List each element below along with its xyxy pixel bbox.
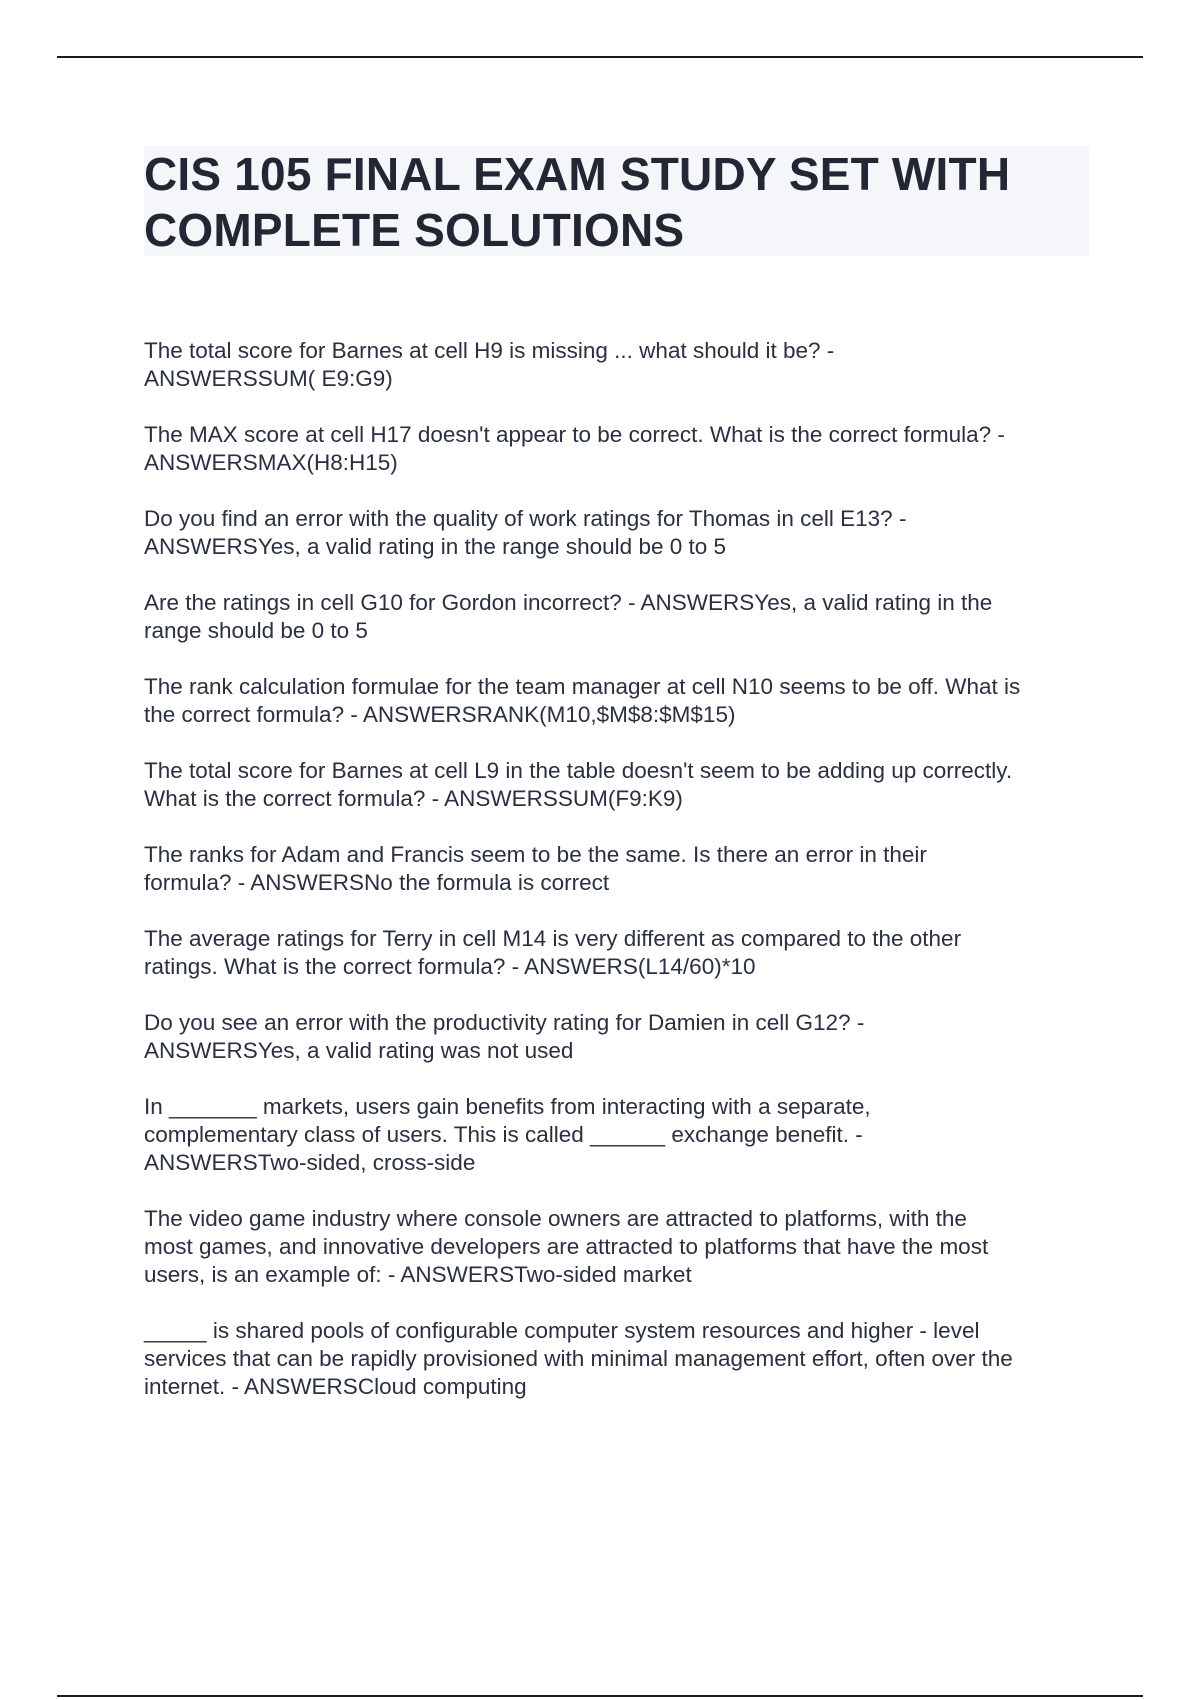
- top-rule: [57, 56, 1143, 58]
- qa-item: The video game industry where console owners are attracted to platforms, with the most games, and innovative developers are attracted to platforms that have the most users, is an example of: - ANSWERSTwo-sided market: [144, 1206, 989, 1287]
- title-block: [144, 146, 1089, 256]
- qa-item: _____ is shared pools of configurable computer system resources and higher - level services that can be rapidly provisioned with minimal management effort, often over the internet. - ANSWERSCloud computing: [144, 1318, 1013, 1399]
- qa-item: Are the ratings in cell G10 for Gordon incorrect? - ANSWERSYes, a valid rating in the range should be 0 to 5: [144, 590, 993, 643]
- qa-list: [144, 337, 1104, 1429]
- qa-item: The rank calculation formulae for the team manager at cell N10 seems to be off. What is the correct formula? - ANSWERSRANK(M10,$M$8:$M$15): [144, 674, 1021, 727]
- qa-item: The MAX score at cell H17 doesn't appear to be correct. What is the correct formula? - ANSWERSMAX(H8:H15): [144, 422, 1005, 475]
- bottom-rule: [57, 1695, 1143, 1697]
- qa-item: Do you see an error with the productivity rating for Damien in cell G12? - ANSWERSYes, a valid rating was not used: [144, 1010, 865, 1063]
- qa-item: The total score for Barnes at cell H9 is missing ... what should it be? - ANSWERSSUM( E9:G9): [144, 338, 835, 391]
- qa-item: Do you find an error with the quality of work ratings for Thomas in cell E13? - ANSWERSYes, a valid rating in the range should be 0 to 5: [144, 506, 907, 559]
- qa-item: The total score for Barnes at cell L9 in the table doesn't seem to be adding up correctly. What is the correct formula? - ANSWERSSUM(F9:K9): [144, 758, 1013, 811]
- qa-item: The ranks for Adam and Francis seem to be the same. Is there an error in their formula? - ANSWERSNo the formula is correct: [144, 842, 927, 895]
- qa-item: The average ratings for Terry in cell M14 is very different as compared to the other ratings. What is the correct formula? - ANSWERS(L14/60)*10: [144, 926, 962, 979]
- document-title: CIS 105 FINAL EXAM STUDY SET WITH COMPLETE SOLUTIONS: [144, 148, 1011, 256]
- qa-item: In _______ markets, users gain benefits from interacting with a separate, complementary class of users. This is called ______ exchange benefit. - ANSWERSTwo-sided, cross-side: [144, 1094, 871, 1175]
